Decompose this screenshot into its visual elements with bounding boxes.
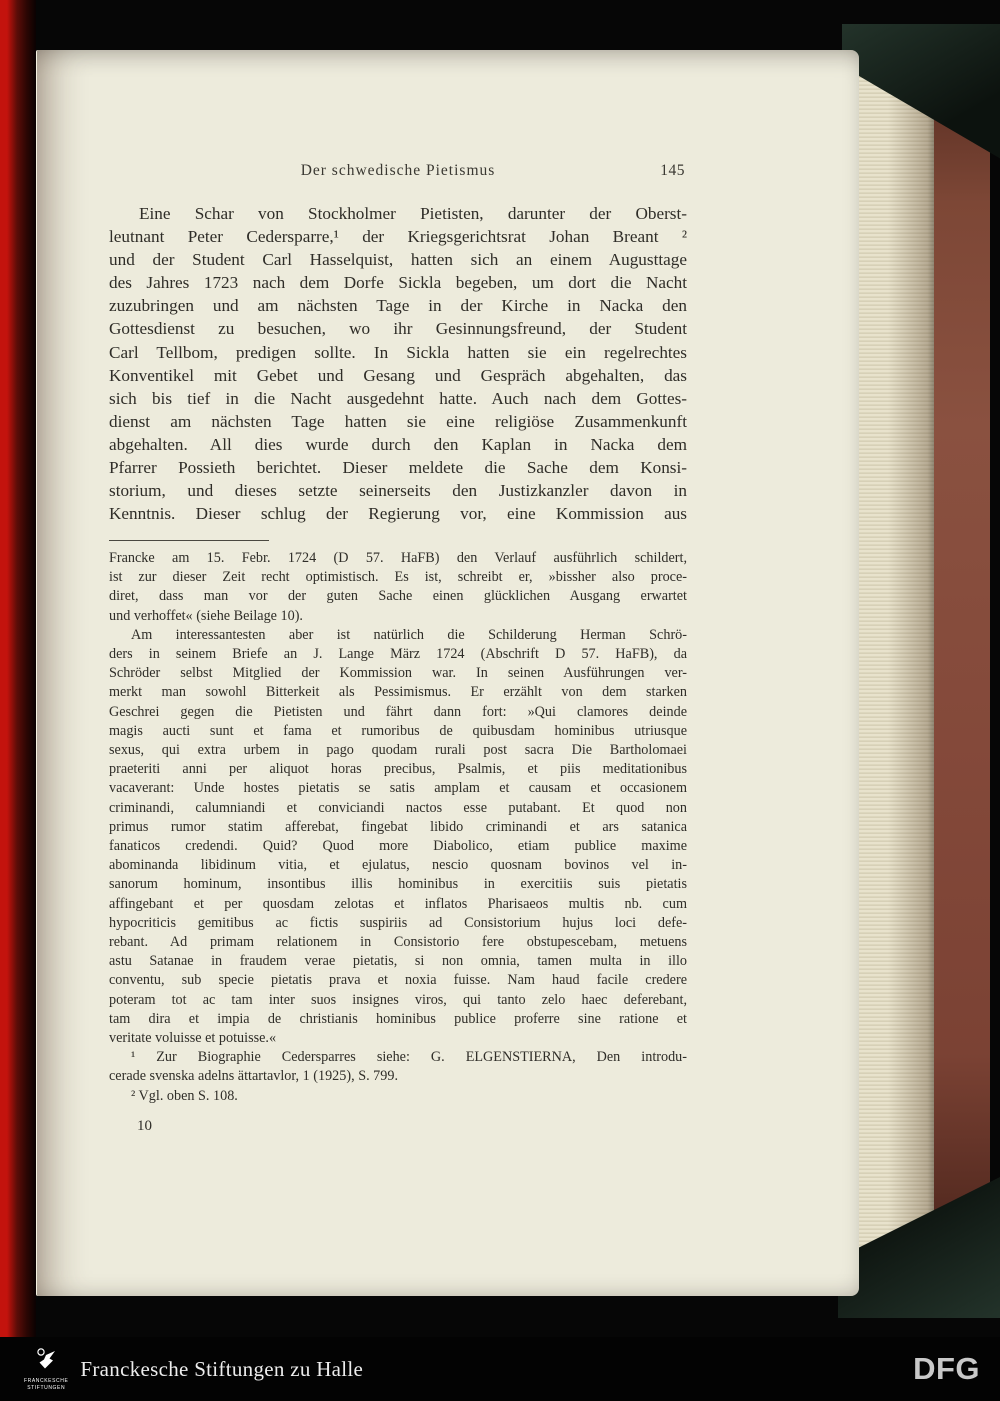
text-line: Carl Tellbom, predigen sollte. In Sickla hatten sie ein regelrechtes	[109, 342, 687, 362]
text-line: hypocriticis gemitibus ac fictis suspiriis ad Consistorium hujus loci defe-	[109, 914, 687, 931]
text-line: abgehalten. All dies wurde durch den Kaplan in Nacka dem	[109, 434, 687, 454]
text-line: Pfarrer Possieth berichtet. Dieser meldete die Sache dem Konsi-	[109, 458, 687, 478]
text-line: veritate voluisse et potuisse.«	[109, 1030, 277, 1047]
text-line: merkt man sowohl Bitterkeit als Pessimismus. Er erzählt von dem starken	[109, 684, 687, 701]
text-line: ist zur dieser Zeit recht optimistisch. Es ist, schreibt er, »bissher also proce-	[109, 569, 687, 586]
text-line: Gottesdienst zu besuchen, wo ihr Gesinnungsfreund, der Student	[109, 319, 687, 339]
text-line: conventu, sub specie pietatis prava et noxia fuisse. Nam haud facile credere	[109, 972, 687, 989]
eagle-sun-icon	[35, 1347, 57, 1376]
franckesche-stiftungen-logo	[24, 1347, 68, 1391]
page-fore-edge	[850, 66, 934, 1292]
text-line: und der Student Carl Hasselquist, hatten sich an einem Augusttage	[109, 250, 687, 270]
text-line: astu Satanae in fraudem verae pietatis, si non omnia, tamen multa in illo	[109, 953, 687, 970]
text-line: dienst am nächsten Tage hatten sie eine religiöse Zusammenkunft	[109, 411, 687, 431]
text-line: Eine Schar von Stockholmer Pietisten, darunter der Oberst-	[139, 204, 687, 223]
text-line: und verhoffet« (siehe Beilage 10).	[109, 607, 303, 624]
running-header-title: Der schwedische Pietismus	[300, 162, 496, 179]
dfg-logo: DFG	[913, 1351, 980, 1386]
text-line: des Jahres 1723 nach dem Dorfe Sickla begeben, um dort die Nacht	[109, 273, 687, 293]
text-line: Geschrei gegen die Pietisten und fährt dann fort: »Qui clamores deinde	[109, 703, 687, 720]
book-spine	[0, 0, 36, 1337]
text-line: praeteriti anni per aliquot horas precibus, Psalmis, et piis meditationibus	[109, 761, 687, 778]
running-header	[109, 162, 687, 184]
logo-caption-line: STIFTUNGEN	[27, 1384, 66, 1391]
text-line: vacaverant: Unde hostes pietatis se satis amplam et causam et occasionem	[109, 780, 687, 797]
text-line: zuzubringen und am nächsten Tage in der Kirche in Nacka den	[109, 296, 687, 316]
text-line: Am interessantesten aber ist natürlich die Schilderung Herman Schrö-	[131, 626, 687, 643]
text-line: Francke am 15. Febr. 1724 (D 57. HaFB) den Verlauf ausführlich schildert,	[109, 550, 687, 566]
text-line: criminandi, calumniandi et conviciandi nactos esse putabant. Et quod non	[109, 799, 687, 816]
footnote-separator-rule	[109, 540, 269, 541]
main-paragraph	[109, 202, 687, 525]
footnote-block	[109, 549, 687, 1106]
text-line: Kenntnis. Dieser schlug der Regierung vor, eine Kommission aus	[109, 504, 687, 524]
text-line: diret, dass man vor der guten Sache einen glücklichen Ausgang erwartet	[109, 588, 687, 605]
institution-name: Franckesche Stiftungen zu Halle	[80, 1356, 364, 1381]
text-line: ² Vgl. oben S. 108.	[131, 1087, 238, 1104]
signature-mark: 10	[137, 1118, 152, 1134]
text-line: ¹ Zur Biographie Cedersparres siehe: G. ELGENSTIERNA, Den introdu-	[131, 1049, 687, 1066]
text-line: affingebant et per quosdam zelotas et inflatos Pharisaeos multis nb. cum	[109, 895, 687, 912]
text-line: cerade svenska adelns ättartavlor, 1 (1925), S. 799.	[109, 1068, 399, 1085]
text-line: abominanda libidinum vitia, et ejulatus, nescio quosnam bovinos vel in-	[109, 857, 687, 874]
text-line: Schröder selbst Mitglied der Kommission war. In seinen Ausführungen ver-	[109, 665, 687, 682]
text-line: ders in seinem Briefe an J. Lange März 1724 (Abschrift D 57. HaFB), da	[109, 646, 687, 663]
text-line: magis aucti sunt et fama et rumoribus de quibusdam hominibus utriusque	[109, 722, 687, 739]
text-line: storium, und dieses setzte seinerseits den Justizkanzler davon in	[109, 481, 687, 501]
text-line: sexus, qui extra urbem in pago quodam rurali post sacra Die Bartholomaei	[109, 742, 687, 759]
text-line: fanaticos credendi. Quid? Quod more Diabolico, etiam publice maxime	[109, 838, 687, 855]
footer-bar	[0, 1337, 1000, 1401]
text-line: leutnant Peter Cedersparre,¹ der Kriegsgerichtsrat Johan Breant ²	[109, 227, 687, 247]
text-line: sanorum hominum, insontibus illis hominibus in exercitiis suis pietatis	[109, 876, 687, 893]
text-line: Konventikel mit Gebet und Gesang und Gespräch abgehalten, das	[109, 365, 687, 385]
text-line: primus rumor statim afferebat, fingebat libido criminandi et ars satanica	[109, 818, 687, 835]
logo-caption	[24, 1378, 68, 1391]
text-line: poteram tot ac tam inter suos insignes viros, qui tanto zelo haec deferebant,	[109, 991, 687, 1008]
text-line: tam dira et impia de christianis hominibus publice proferre sine ratione et	[109, 1010, 687, 1027]
book-page	[36, 50, 859, 1296]
text-line: rebant. Ad primam relationem in Consistorio fere obstupescebam, metuens	[109, 934, 687, 951]
logo-caption-line: FRANCKESCHE	[24, 1378, 69, 1385]
page-number: 145	[660, 162, 685, 179]
text-line: sich bis tief in die Nacht ausgedehnt hatte. Auch nach dem Gottes-	[109, 388, 687, 408]
